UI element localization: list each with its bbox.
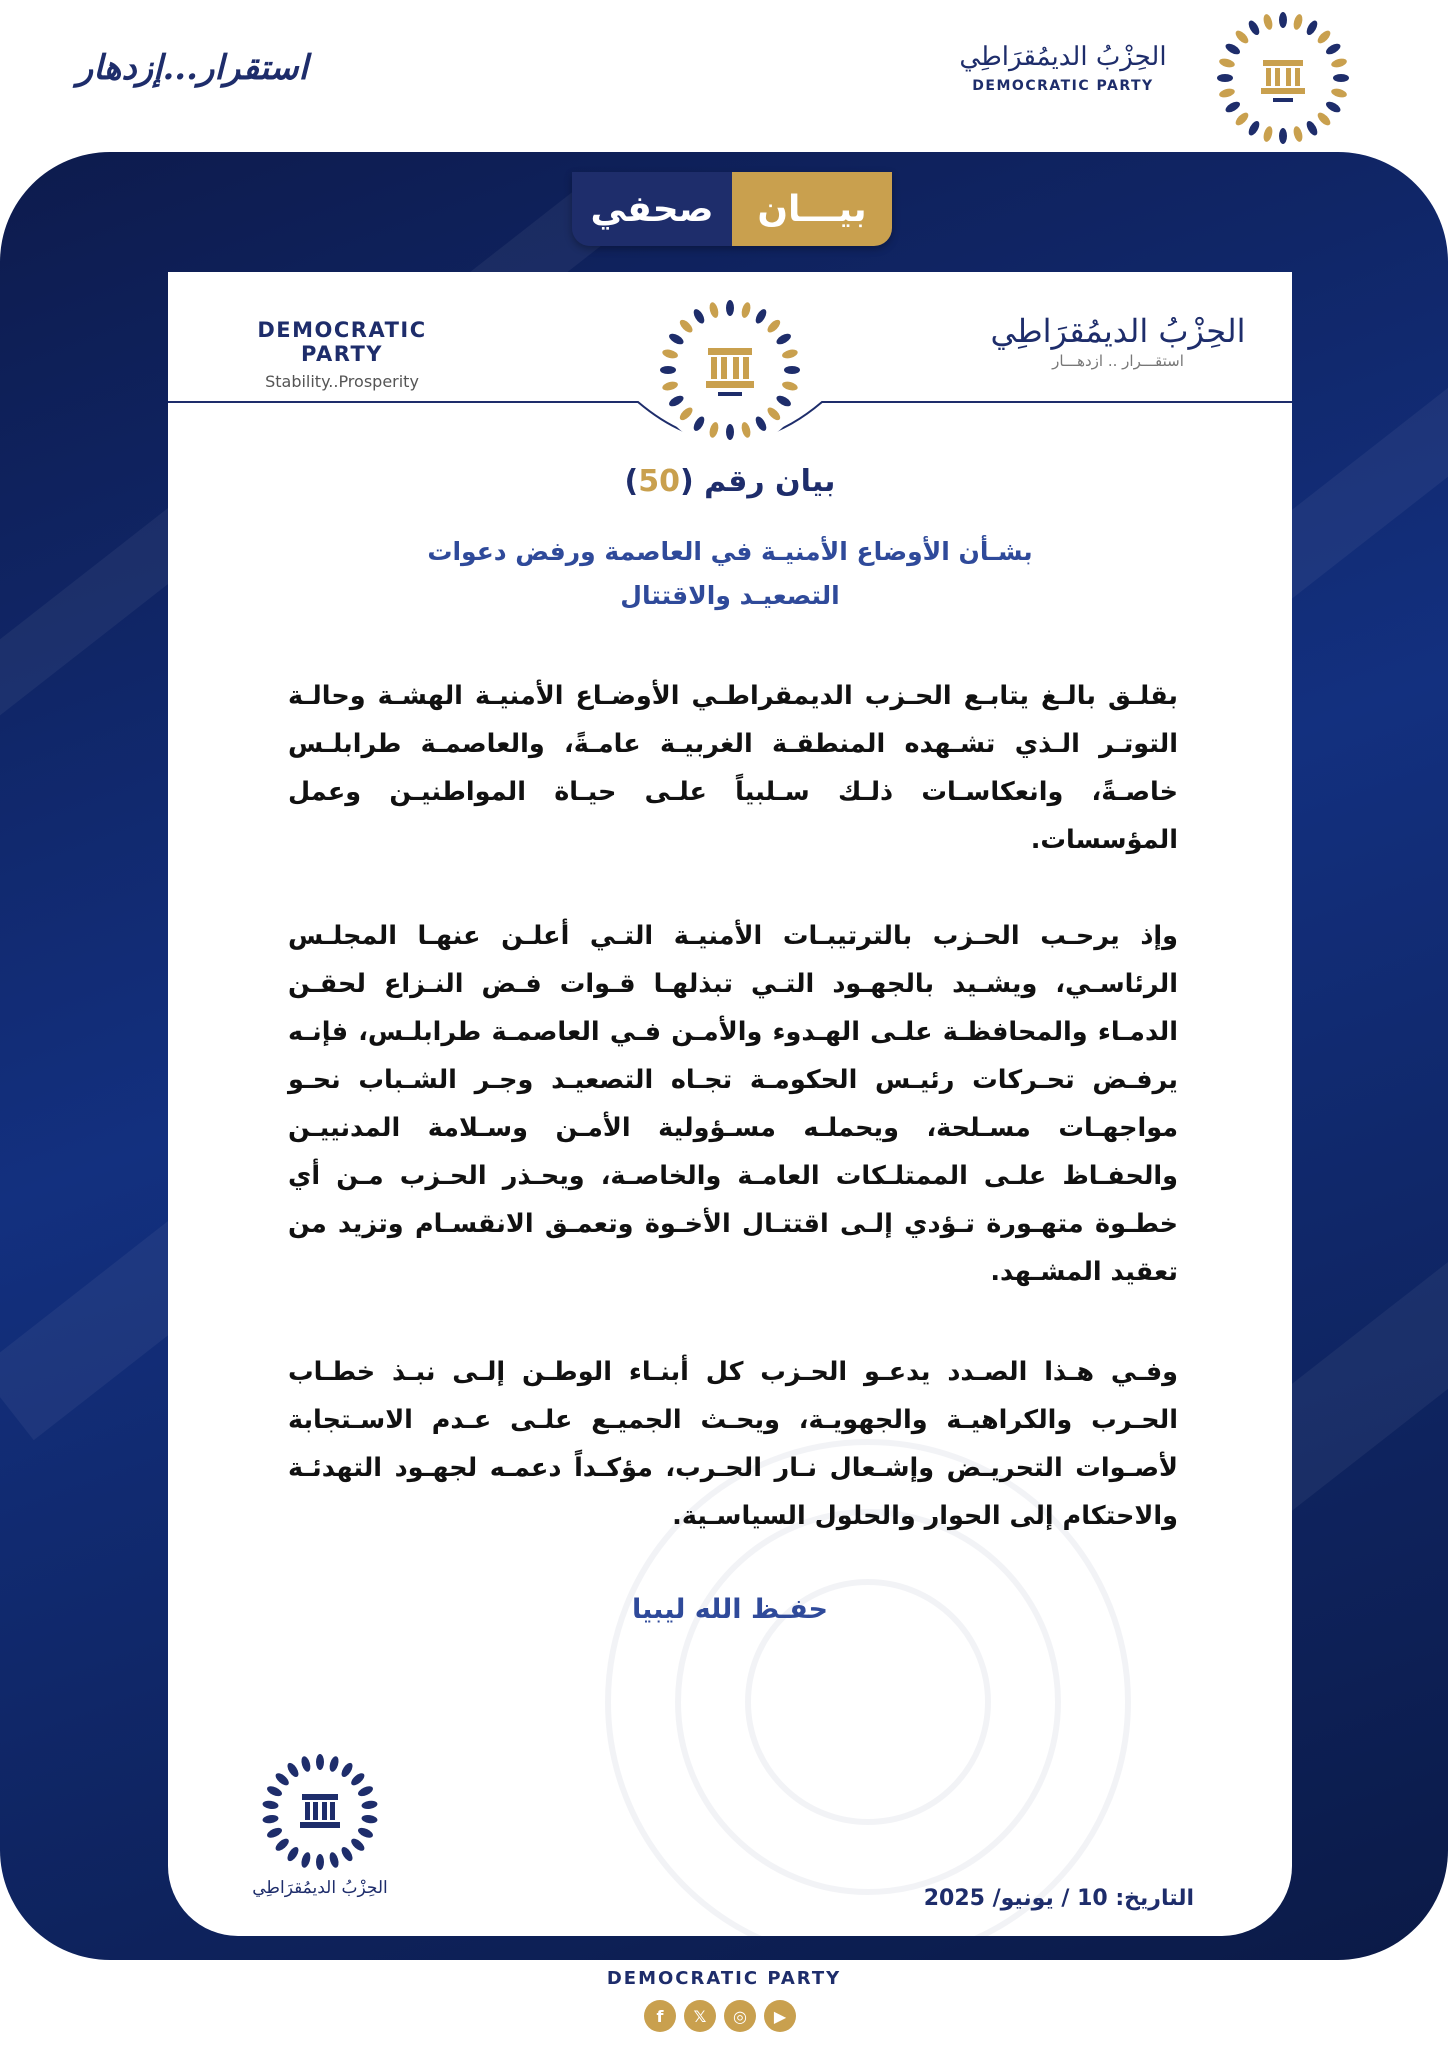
card-slogan-ar: استقـــرار .. ازدهـــار (1052, 352, 1184, 370)
statement-subject (168, 530, 1292, 618)
statement-date (924, 1886, 1194, 1911)
social-links (644, 2000, 796, 2032)
paragraph-3: وفـي هـذا الصـدد يدعـو الحـزب كل أبنـاء الوطـن إلـى نبـذ خطـاب الحـرب والكراهيـة والجهويـة، ويحـث الجميـع علـى عـدم الاسـتجابة لأصـوات التحريـض وإشـعال نـار الحـرب، مؤكـداً دعمـه لجهـود التهدئـة والاحتكام إلى الحوار والحلول السياسـية. (288, 1357, 1178, 1531)
card-party-name-ar: الحِزْبُ الديمُقرَاطِي (990, 312, 1246, 350)
top-party-brand (943, 42, 1183, 94)
bottom-brand: DEMOCRATIC PARTY (606, 1968, 842, 1989)
footer-logo-icon (260, 1752, 380, 1872)
card-logo-icon (650, 290, 810, 450)
closing-line: حفـظ الله ليبيا (632, 1594, 828, 1625)
date-value: 10 / يونيو/ 2025 (923, 1886, 1108, 1911)
statement-title (168, 464, 1292, 499)
facebook-icon[interactable]: f (644, 2000, 676, 2032)
statement-number: 50 (638, 464, 681, 499)
date-label: التاريخ: (1115, 1886, 1194, 1911)
footer-party-name-ar: الحِزْبُ الديمُقرَاطِي (252, 1878, 388, 1898)
top-party-name-en: DEMOCRATIC PARTY (972, 78, 1154, 94)
statement-title-suffix: ) (624, 464, 639, 499)
paragraph-2: وإذ يرحـب الحـزب بالترتيبـات الأمنيـة التـي أعلـن عنهـا المجلـس الرئاسـي، ويشـيد بالجهـود التـي تبذلهـا قـوات فـض النـزاع لحقـن الدمـاء والمحافظـة علـى الهـدوء والأمـن فـي العاصمـة طرابلـس، فإنـه يرفـض تحـركات رئيـس الحكومـة تجـاه التصعيـد وجـر الشـباب نحـو مواجهـات مسـلحة، ويحملـه مسـؤولية الأمـن وسـلامة المدنييـن والحفـاظ علـى الممتلـكات العامـة والخاصـة، ويحـذر الحـزب مـن أي خطـوة متهـورة تـؤدي إلـى اقتتـال الأخـوة وتعمـق الانقسـام وتزيد من تعقيد المشـهد. (288, 921, 1178, 1287)
top-slogan: استقرار...إزدهار (76, 48, 308, 88)
subject-line-1: بشـأن الأوضاع الأمنيـة في العاصمة ورفض دعوات (427, 537, 1033, 566)
subject-line-2: التصعيـد والاقتتال (620, 581, 840, 610)
banner-word-sahafi: صحفي (572, 172, 732, 246)
party-logo-icon (1213, 8, 1353, 148)
card-slogan-en: Stability..Prosperity (265, 372, 419, 391)
youtube-icon[interactable]: ▶ (764, 2000, 796, 2032)
banner-word-bayan: بيـــان (732, 172, 892, 246)
press-release-banner (572, 172, 892, 246)
card-header-english (212, 318, 472, 391)
instagram-icon[interactable]: ◎ (724, 2000, 756, 2032)
statement-card (168, 272, 1292, 1936)
card-header-arabic (988, 312, 1248, 370)
statement-title-prefix: بيان رقم ( (680, 464, 836, 499)
card-party-name-en: DEMOCRATIC PARTY (257, 318, 427, 366)
paragraph-1: بقلـق بالـغ يتابـع الحـزب الديمقراطـي الأوضـاع الأمنيـة الهشـة وحالـة التوتـر الـذي تشـهده المنطقـة الغربيـة عامـةً، والعاصمـة طرابلـس خاصـةً، وانعكاسـات ذلـك سـلبياً علـى حيـاة المواطنيـن وعمل المؤسسات. (288, 681, 1178, 855)
top-party-name-ar: الحِزْبُ الديمُقرَاطِي (959, 42, 1167, 72)
x-icon[interactable]: 𝕏 (684, 2000, 716, 2032)
